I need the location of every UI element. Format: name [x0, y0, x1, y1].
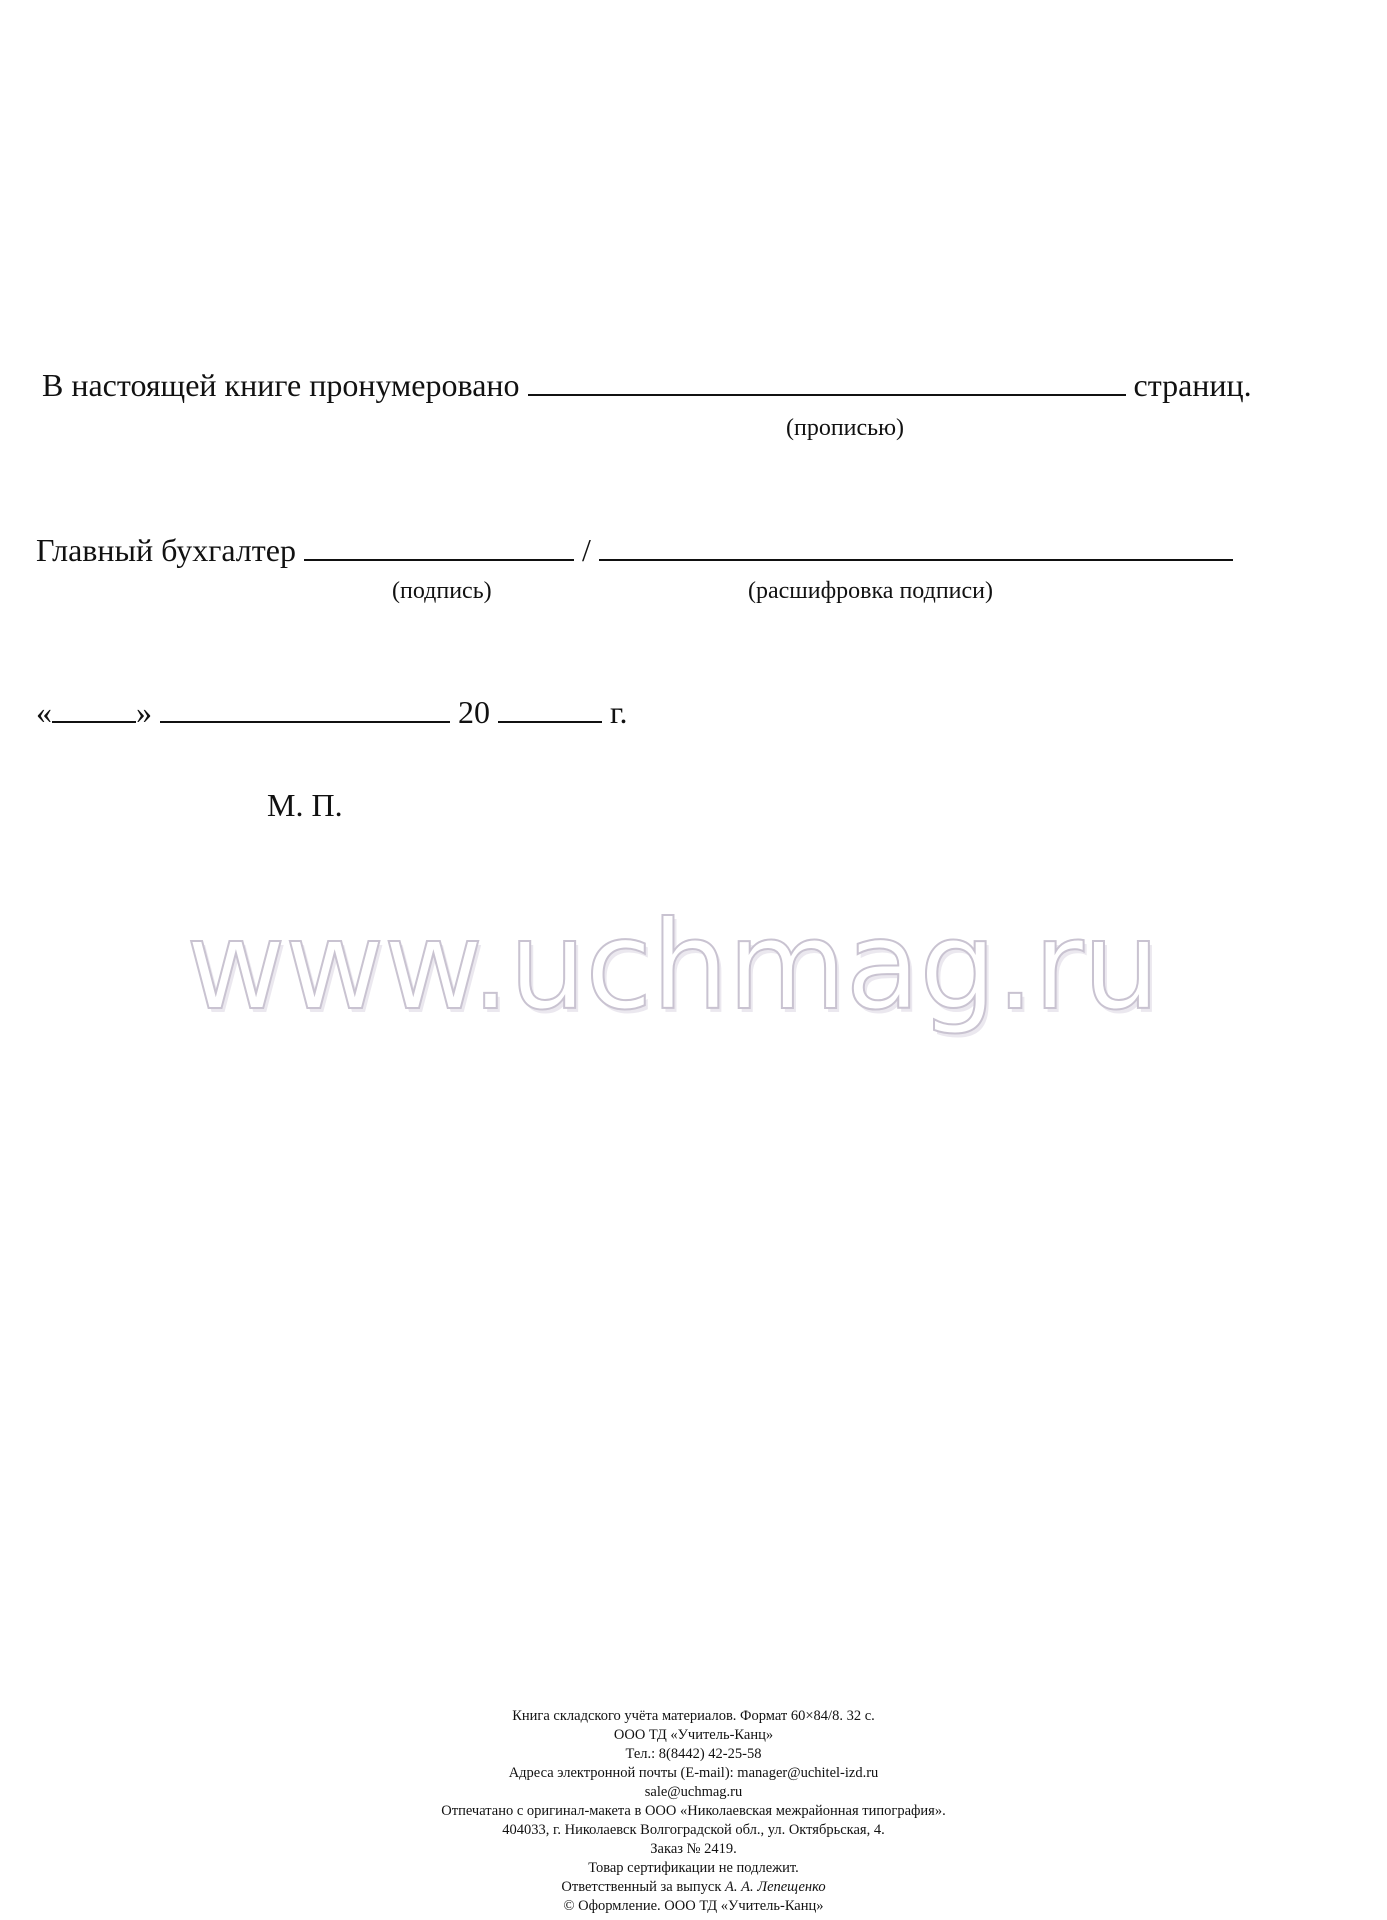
imprint-line: Книга складского учёта материалов. Формат 60×84/8. 32 с. — [512, 1708, 875, 1724]
accountant-line — [36, 533, 1233, 566]
accountant-signature-blank[interactable] — [304, 533, 574, 561]
imprint-line: Товар сертификации не подлежит. — [588, 1860, 799, 1876]
date-year-prefix: 20 — [458, 694, 490, 730]
signature-decoding-caption: (расшифровка подписи) — [748, 578, 993, 604]
accountant-decoding-blank[interactable] — [599, 533, 1233, 561]
imprint-line — [0, 1878, 1387, 1897]
imprint-line: ООО ТД «Учитель-Канц» — [613, 1727, 774, 1743]
date-year-suffix: г. — [610, 694, 628, 730]
signature-caption: (подпись) — [392, 578, 492, 604]
pages-count-blank[interactable] — [528, 368, 1126, 396]
pages-count-caption: (прописью) — [786, 415, 905, 441]
accountant-label: Главный бухгалтер — [36, 532, 296, 568]
responsible-name: А. А. Лепещенко — [725, 1879, 826, 1895]
imprint-block — [0, 1707, 1387, 1916]
pages-count-suffix: страниц. — [1133, 367, 1252, 403]
imprint-line: Заказ № 2419. — [650, 1841, 737, 1857]
date-month-blank[interactable] — [160, 695, 450, 723]
responsible-label: Ответственный за выпуск — [561, 1879, 722, 1895]
date-year-blank[interactable] — [498, 695, 602, 723]
imprint-line: Тел.: 8(8442) 42-25-58 — [625, 1746, 762, 1762]
imprint-line: sale@uchmag.ru — [644, 1784, 743, 1800]
date-line — [36, 695, 628, 728]
date-close-quote: » — [136, 694, 152, 730]
date-open-quote: « — [36, 694, 52, 730]
pages-count-line — [42, 368, 1252, 401]
pages-count-prefix: В настоящей книге пронумеровано — [42, 367, 520, 403]
imprint-line: Адреса электронной почты (E-mail): manager@uchitel-izd.ru — [508, 1765, 879, 1781]
stamp-place: М. П. — [267, 787, 343, 823]
imprint-line: © Оформление. ООО ТД «Учитель-Канц» — [563, 1898, 824, 1914]
accountant-separator: / — [581, 532, 591, 568]
watermark: www.uchmag.ru — [186, 895, 1159, 1037]
date-day-blank[interactable] — [52, 695, 136, 723]
imprint-line: 404033, г. Николаевск Волгоградской обл., ул. Октябрьская, 4. — [502, 1822, 885, 1838]
imprint-line: Отпечатано с оригинал-макета в ООО «Николаевская межрайонная типография». — [441, 1803, 946, 1819]
